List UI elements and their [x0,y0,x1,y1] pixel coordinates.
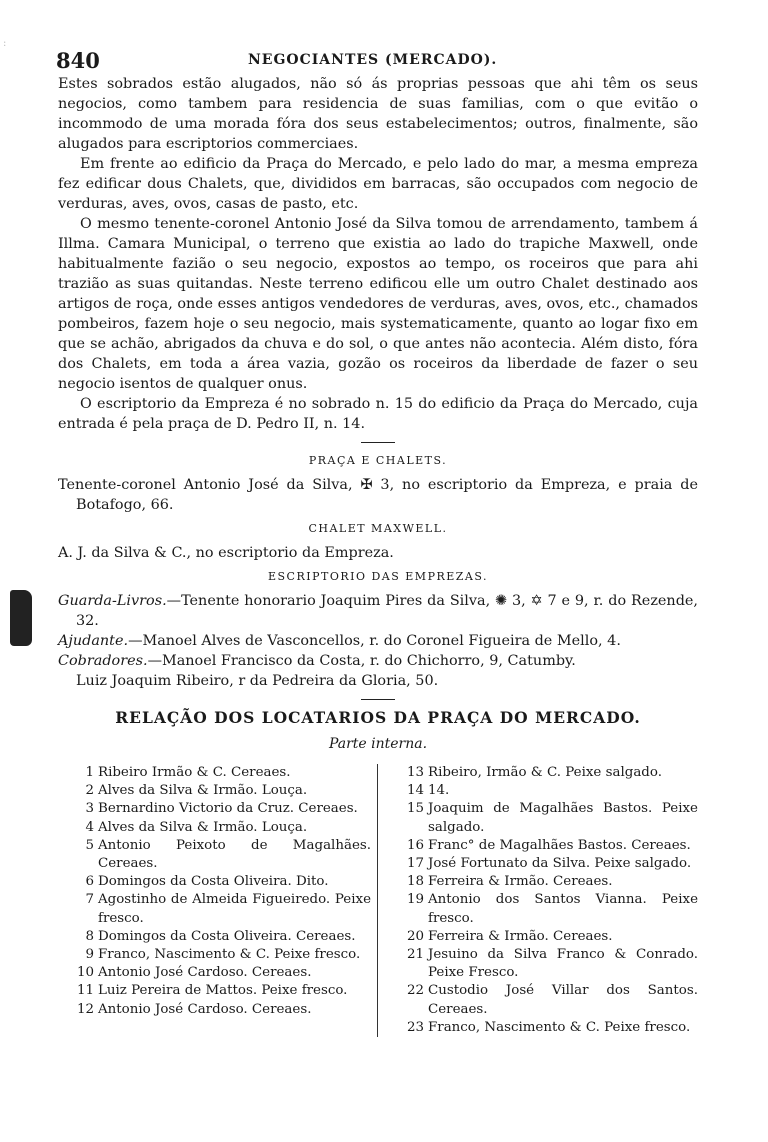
item-number: 23 [406,1019,424,1035]
item-text: Ribeiro, Irmão & C. Peixe salgado. [428,765,662,780]
list-item [58,819,371,837]
relacao-subtitle: Parte interna. [328,736,428,752]
list-item [388,928,698,946]
luiz-entry: Luiz Joaquim Ribeiro, r da Pedreira da Gloria, 50. [76,673,439,689]
cobradores-text: —Manoel Francisco da Costa, r. do Chichorro, 9, Catumby. [147,653,576,669]
ajudante-entry [58,631,698,651]
paragraph-1: Estes sobrados estão alugados, não só ás proprias pessoas que ahi têm os seus negocios, como tambem para residencia de suas familias, com o que evitão o incommodo de uma morada fóra dos seus estabelecimentos; outros, finalmente, são alugados para escriptorios commerciaes. [58,76,698,152]
list-item [388,982,698,1018]
item-number: 14 [406,783,424,799]
paragraph-3: O mesmo tenente-coronel Antonio José da Silva tomou de arrendamento, tambem á Illma. Camara Municipal, o terreno que existia ao lado do trapiche Maxwell, onde habitualmente fazião o seu negocio, expostos ao tempo, os roceiros que para ahi trazião as suas quitandas. Neste terreno edificou elle um outro Chalet destinado aos artigos de roça, onde esses antigos vendedores de verduras, aves, ovos, etc., chamados pombeiros, fazem hoje o seu negocio, mais systematicamente, quanto ao logar fixo em que se achão, abrigados da chuva e do sol, o que antes não acontecia. Além disto, fóra dos Chalets, em toda a área vazia, gozão os roceiros da liberdade de fazer o seu negocio isentos de qualquer onus. [58,216,698,392]
page-number: 840 [56,48,100,73]
list-item [58,837,371,873]
list-item [58,964,371,982]
item-text: Bernardino Victorio da Cruz. Cereaes. [98,801,358,817]
paragraph-4: O escriptorio da Empreza é no sobrado n. 15 do edificio da Praça do Mercado, cuja entrada é pela praça de D. Pedro II, n. 14. [58,396,698,432]
section-title-praca: PRAÇA E CHALETS. [308,454,448,467]
item-text: Ferreira & Irmão. Cereaes. [428,874,613,890]
locatarios-columns [58,764,698,1037]
list-item [388,855,698,873]
item-number: 17 [406,856,424,872]
section-title-escriptorio: ESCRIPTORIO DAS EMPREZAS. [267,570,489,583]
item-text: Agostinho de Almeida Figueiredo. Peixe fresco. [98,892,371,926]
list-item [58,928,371,946]
item-number: 15 [406,801,424,817]
list-item [58,891,371,927]
section-title-maxwell: CHALET MAXWELL. [308,522,448,535]
page-body [58,74,698,1037]
item-number: 3 [85,801,94,817]
list-item [58,873,371,891]
list-item [58,1001,371,1019]
ajudante-text: —Manoel Alves de Vasconcellos, r. do Coronel Figueira de Mello, 4. [128,633,621,649]
page-header [56,48,696,74]
margin-mark: : [3,38,7,49]
list-item [388,891,698,927]
list-item [388,946,698,982]
locatarios-left-column [58,764,378,1037]
item-number: 11 [76,983,94,999]
item-text: Antonio Peixoto de Magalhães. Cereaes. [98,837,371,872]
item-number: 6 [85,874,94,890]
paragraph-2: Em frente ao edificio da Praça do Mercado, e pelo lado do mar, a mesma empreza fez edificar dous Chalets, que, divididos em barracas, são occupados com negocio de verduras, aves, ovos, casas de pasto, etc. [58,156,698,212]
item-text: Domingos da Costa Oliveira. Cereaes. [98,928,356,944]
guarda-livros-label: Guarda-Livros. [58,593,167,609]
list-item [58,982,371,1000]
praca-entry: Tenente-coronel Antonio José da Silva, ✠ 3, no escriptorio da Empreza, e praia de Botafogo, 66. [58,477,698,513]
item-text: Franco, Nascimento & C. Peixe fresco. [98,947,361,963]
item-text: Antonio dos Santos Vianna. Peixe fresco. [428,892,698,926]
item-number: 1 [85,765,94,780]
guarda-livros-text: —Tenente honorario Joaquim Pires da Silva, ✺ 3, ✡ 7 e 9, r. do Rezende, 32. [76,593,698,629]
relacao-title: RELAÇÃO DOS LOCATARIOS DA PRAÇA DO MERCADO. [115,708,641,727]
item-text: Franc° de Magalhães Bastos. Cereaes. [428,837,691,853]
item-number: 5 [85,837,94,853]
item-number: 16 [406,837,424,853]
item-text: 14. [428,783,450,799]
item-number: 18 [406,874,424,890]
item-number: 13 [406,765,424,780]
item-text: Domingos da Costa Oliveira. Dito. [98,874,329,890]
item-number: 8 [85,928,94,944]
item-number: 12 [76,1001,94,1017]
maxwell-entry: A. J. da Silva & C., no escriptorio da Empreza. [58,545,394,561]
item-number: 7 [85,892,94,908]
list-item [58,800,371,818]
cobradores-entry [58,651,698,671]
list-item [388,782,698,800]
item-text: Franco, Nascimento & C. Peixe fresco. [428,1019,691,1035]
item-text: Joaquim de Magalhães Bastos. Peixe salgado. [428,801,698,835]
list-item [388,1019,698,1037]
page-edge-blot [10,590,32,646]
item-text: Alves da Silva & Irmão. Louça. [98,819,308,835]
list-item [388,800,698,836]
item-number: 9 [85,947,94,963]
item-number: 22 [406,983,424,999]
item-number: 20 [406,928,424,944]
item-text: Custodio José Villar dos Santos. Cereaes. [428,983,698,1017]
list-item [388,873,698,891]
locatarios-right-column [378,764,698,1037]
guarda-livros-entry [58,591,698,631]
divider [361,442,395,443]
ajudante-label: Ajudante. [58,633,129,649]
item-text: Ribeiro Irmão & C. Cereaes. [98,765,291,780]
item-number: 10 [76,965,94,981]
list-item [388,837,698,855]
item-number: 21 [406,947,424,963]
item-number: 4 [85,819,94,835]
list-item [58,782,371,800]
item-text: Ferreira & Irmão. Cereaes. [428,928,613,944]
item-text: José Fortunato da Silva. Peixe salgado. [428,856,692,872]
divider [361,699,395,700]
item-number: 2 [85,783,94,799]
list-item [388,764,698,782]
item-text: Jesuino da Silva Franco & Conrado. Peixe Fresco. [428,947,698,981]
item-text: Alves da Silva & Irmão. Louça. [98,783,308,799]
item-number: 19 [406,892,424,908]
item-text: Antonio José Cardoso. Cereaes. [98,1001,312,1017]
list-item [58,764,371,782]
cobradores-label: Cobradores. [58,653,148,669]
item-text: Antonio José Cardoso. Cereaes. [98,965,312,981]
item-text: Luiz Pereira de Mattos. Peixe fresco. [98,983,348,999]
running-title: NEGOCIANTES (MERCADO). [248,52,498,68]
list-item [58,946,371,964]
